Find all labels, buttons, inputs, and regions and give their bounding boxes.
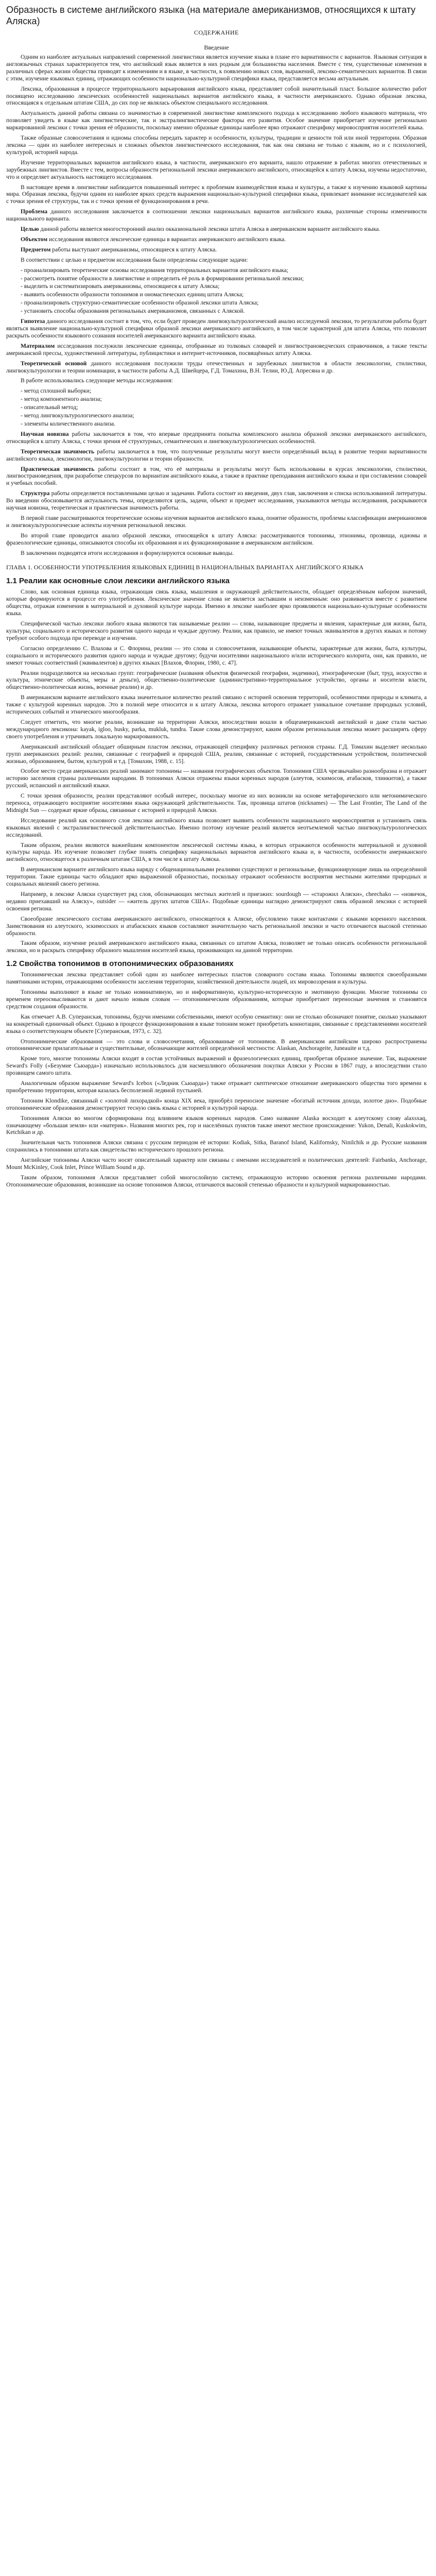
section-1-2-paragraph: Топоним Klondike, связанный с «золотой лихорадкой» конца XIX века, приобрёл переносное значение «богатый источник дохода, золотое дно». Подобные отопонимические образования демонстрируют тесную связь языка с историей и культурой народа. [6, 1097, 427, 1111]
structure-label: Структура [21, 490, 50, 497]
chapter1-paragraph: Таким образом, реалии являются важнейшим компонентом лексической системы языка, в которых отражаются особенности материальной и духовной культуры народа. Их изучение позволяет глубже понять специфику национальных вариантов английского языка и, в частности, особенности американского английского, относящегося к различным штатам США, в том числе к штату Аляска. [6, 841, 427, 863]
section-1-2-paragraph: Топонимы выполняют в языке не только номинативную, но и информативную, культурно-историческую и эмотивную функции. Многие топонимы со временем переосмысливаются и дают начало новым словам — отопонимическим образованиям, которые приобретают переносные значения и становятся средством создания образности. [6, 989, 427, 1010]
material-label: Материалом [21, 342, 55, 349]
subject-paragraph [6, 246, 427, 253]
problem-text: данного исследования заключается в соотношении лексики национальных вариантов английского языка, различные стороны изменчивости национального варианта. [6, 208, 427, 223]
structure-text: работы определяется поставленными целью и задачами. Работа состоит из введения, двух глав, заключения и списка использованной литературы. Во введении обосновывается актуальность темы, определяются цель, задачи, объект и предмет исследования, указываются методы исследования, раскрываются научная новизна, теоретическая и практическая значимость работы. [6, 490, 427, 512]
chapter1-paragraph: Особое место среди американских реалий занимают топонимы — названия географических объектов. Топонимия США чрезвычайно разнообразна и отражает историю заселения страны различными народами. В топонимах Аляски отражены языки коренных народов (алеутов, эскимосов, атабасков, тлинкитов), а также русский, испанский и английский языки. [6, 768, 427, 789]
intro-paragraph: Актуальность данной работы связана со значимостью в современной лингвистике комплексного подхода к исследованию любого языкового материала, что позволяет увидеть в языке как лингвистические, так и экстралингвистические факторы его развития. Особое значение приобретает изучение регионально маркированной лексики с точки зрения её образности, поскольку именно образные единицы наиболее ярко отражают специфику мировосприятия носителей языка. [6, 110, 427, 131]
chapter-description: В заключении подводятся итоги исследования и формулируются основные выводы. [21, 549, 234, 556]
chapter1-paragraph: Американский английский обладает обширным пластом лексики, отражающей специфику различных регионов страны. Г.Д. Томахин выделяет несколько групп американских реалий: реалии, связанные с географией и природой США, реалии, связанные с историей, государственным устройством, политической жизнью, образованием, бытом, культурой и т.д. [Томахин, 1988, с. 15]. [6, 743, 427, 765]
section-1-2-paragraph: Как отмечает А.В. Суперанская, топонимы, будучи именами собственными, имеют особую семантику: они не столько обозначают понятие, сколько указывают на конкретный единичный объект. Однако в процессе функционирования в языке топоним может приобретать коннотации, связанные с представлениями носителей языка о соответствующем объекте [Суперанская, 1973, с. 32]. [6, 1013, 427, 1035]
practical-value-label: Практическая значимость [21, 465, 95, 472]
section-1-2-paragraph: Топонимическая лексика представляет собой один из наиболее интересных пластов словарного состава языка. Топонимы являются своеобразными памятниками истории, отражающими особенности заселения территории, хозяйственной деятельности людей, их мировоззрения и культуры. [6, 971, 427, 986]
chapter1-paragraph: В американском варианте английского языка наряду с общенациональными реалиями существуют и региональные, функционирующие лишь на определённой территории. Такие единицы часто обладают ярко выраженной образностью, поскольку отражают особенности восприятия местными жителями природных и социальных явлений своего региона. [6, 866, 427, 888]
object-text: исследования являются лексические единицы в вариантах американского английского языка. [49, 235, 286, 243]
chapter1-paragraph: Согласно определению С. Влахова и С. Флорина, реалии — это слова и словосочетания, называющие объекты, характерные для жизни, быта, культуры, социального и исторического развития одного народа и чуждые другому; будучи носителями национального и/или исторического колорита, они, как правило, не имеют точных соответствий (эквивалентов) в других языках [Влахов, Флорин, 1980, с. 47]. [6, 645, 427, 666]
theoretical-value-paragraph [6, 448, 427, 463]
list-item: - рассмотреть понятие образности в лингвистике и определить её роль в формировании региональной лексики; [21, 275, 427, 282]
intro-paragraph: Одним из наиболее актуальных направлений современной лингвистики является изучение языка в плане его вариативности с вариантов. Языковая ситуация в англоязычных странах характеризуется тем, что английский язык является в них родным для большинства населения. Вместе с тем, существенные изменения в различных сферах жизни общества приводят к изменениям и в языке, в частности, к появлению новых слов, выражений, лексико-семантических вариантов. В связи с этим, изучение языковых единиц, отражающих особенности национально-культурной специфики языка, представляется весьма актуальным. [6, 54, 427, 82]
problem-label: Проблема [21, 208, 48, 215]
methods-list [6, 387, 427, 428]
list-item: - описательный метод; [21, 404, 427, 411]
section-1-2-paragraph: Значительная часть топонимов Аляски связана с русским периодом её истории: Kodiak, Sitka, Baranof Island, Kalifornsky, Ninilchik и др. Русские названия сохранились в топонимии штата как свидетельство исторического прошлого региона. [6, 1139, 427, 1154]
tasks-intro: В соответствии с целью и предметом исследования были определены следующие задачи: [21, 256, 248, 263]
material-text: исследования послужили лексические единицы, отобранные из толковых словарей и лингвострановедческих справочников, а также тексты американской прессы, художественной литературы, публицистики и интернет-источников, посвящённых штату Аляска. [6, 342, 427, 357]
hypothesis-label: Гипотеза [21, 318, 45, 325]
goal-text: данной работы является многосторонний анализ окказиональной лексики штата Аляска в американском варианте английского языка. [40, 226, 380, 233]
material-paragraph [6, 343, 427, 357]
list-item: - выявить особенности образности топонимов и ономастических единиц штата Аляска; [21, 291, 427, 298]
tasks-list [6, 267, 427, 315]
chapter1-paragraph: Следует отметить, что многие реалии, возникшие на территории Аляски, впоследствии вошли в общеамериканский английский и даже стали частью международного лексикона: kayak, igloo, husky, parka, mukluk, tundra. Такие слова демонстрируют, каким образом региональная лексика может расширять сферу своего употребления и утрачивать локальную маркированность. [6, 718, 427, 740]
section-1-2-paragraph: Кроме того, многие топонимы Аляски входят в состав устойчивых выражений и фразеологических единиц, приобретая образное значение. Так, выражение Seward's Folly («Безумие Сьюарда») изначально использовалось для насмешливого обозначения покупки Аляски у России в 1867 году, а впоследствии стало прозвищем самого штата. [6, 1055, 427, 1077]
goal-label: Целью [21, 226, 39, 233]
methods-intro: В работе использовались следующие методы исследования: [21, 377, 173, 384]
chapter-description: В первой главе рассматриваются теоретические основы изучения вариантов английского языка, понятие образности, проблемы классификации американизмов и лингвокультурологические аспекты изучения региональной лексики. [6, 514, 427, 529]
chapter1-paragraph: Своеобразие лексического состава американского английского, относящегося к Аляске, обусловлено также контактами с языками коренного населения. Заимствования из алеутского, эскимосских и атабаскских языков составляют значительную часть региональной лексики и часто отличаются высокой степенью образности. [6, 915, 427, 937]
section-1-2-paragraph: Отопонимические образования — это слова и словосочетания, образованные от топонимов. В американском английском широко распространены отопонимические прилагательные и существительные, обозначающие жителей определённой местности: Alaskan, Anchorageite, Juneauite и т.д. [6, 1038, 427, 1052]
section-1-2-paragraph: Таким образом, топонимия Аляски представляет собой многослойную систему, отражающую историю освоения региона различными народами. Отопонимические образования, возникшие на основе топонимов Аляски, отличаются высокой степенью образности и культурной маркированностью. [6, 1174, 427, 1188]
chapter-description: Во второй главе проводится анализ образной лексики, относящейся к штату Аляска: рассматриваются топонимы, этнонимы, прозвища, идиомы и фразеологические единицы, описываются способы их образования и их функционирование в американском английском. [6, 532, 427, 546]
body-paragraph: Изучение территориальных вариантов английского языка, в частности, американского его варианта, нашло отражение в работах многих отечественных и зарубежных лингвистов. Вместе с тем, вопросы образности региональной лексики американского английского, относящейся к штату Аляска, изучены недостаточно, что и определяет актуальность настоящего исследования. [6, 159, 427, 180]
subject-label: Предметом [21, 246, 51, 253]
list-item: - проанализировать теоретические основы исследования территориальных вариантов английского языка; [21, 267, 427, 274]
novelty-text: работы заключается в том, что впервые предпринята попытка комплексного анализа образной лексики американского английского, относящейся к штату Аляска, с точки зрения её структурных, семантических и лингвокультурологических особенностей. [6, 430, 427, 445]
theoretical-value-text: работы заключается в том, что полученные результаты могут внести определённый вклад в развитие теории вариативности английского языка, лексикологии, лингвокультурологии и теории образности. [6, 448, 427, 462]
subject-text: работы выступают американизмы, относящиеся к штату Аляска. [52, 246, 217, 253]
chapter1-paragraph: С точки зрения образности, реалии представляют особый интерес, поскольку многие из них возникли на основе метафорического или метонимического переноса, отражающего восприятие носителями языка окружающей действительности. Так, прозвища штатов (nicknames) — The Last Frontier, The Land of the Midnight Sun — содержат яркие образы, связанные с историей и природой Аляски. [6, 792, 427, 814]
intro-paragraph: Также образные словосочетания и идиомы способны передать характер и особенности, культуры, традиции и ценности той или иной территории. Образная лексика — один из наиболее интересных и сложных объектов лингвистического исследования, так как она связана не только с языком, но и с психологией, культурой, историей народа. [6, 134, 427, 156]
practical-value-paragraph [6, 466, 427, 487]
list-item: - элементы количественного анализа. [21, 420, 427, 428]
document-page [0, 0, 436, 1202]
chapter1-paragraph: Специфической частью лексики любого языка являются так называемые реалии — слова, называющие предметы и явления, характерные для жизни, быта, культуры, социального и исторического развития одного народа и чуждые другому. Реалии, как правило, не имеют точных эквивалентов в других языках и потому требуют особого подхода при переводе и изучении. [6, 620, 427, 641]
section-1-2-paragraph: Аналогичным образом выражение Seward's Icebox («Ледник Сьюарда») также отражает скептическое отношение американского общества того времени к приобретению территории, которая казалась бесполезной ледяной пустыней. [6, 1080, 427, 1094]
toc-label: СОДЕРЖАНИЕ [194, 29, 239, 36]
chapter-1-title: ГЛАВА 1. ОСОБЕННОСТИ УПОТРЕБЛЕНИЯ ЯЗЫКОВЫХ ЕДИНИЦ В НАЦИОНАЛЬНЫХ ВАРИАНТАХ АНГЛИЙСКОГО ЯЗЫКА [6, 564, 364, 571]
novelty-paragraph [6, 431, 427, 445]
novelty-label: Научная новизна [21, 430, 69, 437]
object-label: Объектом [21, 235, 48, 243]
theory-paragraph [6, 360, 427, 375]
section-1-2-heading: 1.2 Свойства топонимов в отопонимических образованиях [6, 959, 234, 969]
hypothesis-paragraph [6, 318, 427, 340]
theoretical-value-label: Теоретическая значимость [21, 448, 95, 455]
list-item: - метод сплошной выборки; [21, 387, 427, 395]
theory-text: данного исследования послужили труды отечественных и зарубежных лингвистов в области лексикологии, стилистики, лингвокультурологии и теории номинации, в частности работы А.Д. Швейцера, Г.Д. Томахина, В.Н. Телии, Ю.Д. Апресяна и др. [6, 360, 427, 374]
list-item: - метод компонентного анализа; [21, 396, 427, 403]
body-paragraph: В настоящее время в лингвистике наблюдается повышенный интерес к проблемам взаимодействия языка и культуры, а также к изучению языковой картины мира. Образная лексика, будучи одним из наиболее ярких средств выражения национально-культурной специфики языка, привлекает внимание исследователей как с точки зрения её структуры, так и с точки зрения её функционирования в речи. [6, 183, 427, 205]
practical-value-text: работы состоит в том, что её материалы и результаты могут быть использованы в курсах лексикологии, стилистики, лингвострановедения, при разработке спецкурсов по вариантам английского языка, а также в практике преподавания английского языка и при составлении словарей и учебных пособий. [6, 465, 427, 487]
list-item: - проанализировать структурно-семантические особенности образной лексики штата Аляска; [21, 299, 427, 307]
chapter1-paragraph: Слово, как основная единица языка, отражающая связь языка, мышления и окружающей действительности, обладает определённым набором значений, которые формируются в процессе его употребления. Лексическое значение слова не является застывшим и неизменным: оно развивается вместе с развитием общества, отражая изменения в материальной и духовной культуре народа. Именно в лексике наиболее ярко проявляются национально-культурные особенности языка. [6, 588, 427, 617]
goal-paragraph [6, 226, 427, 233]
list-item: - выделить и систематизировать американизмы, относящиеся к штату Аляска; [21, 283, 427, 290]
hypothesis-text: данного исследования состоит в том, что, если будет проведен лингвокультурологический анализ исследуемой лексики, то результатом работы будет являться выявление национально-культурной специфики образной лексики американского английского, в том числе характерной для штата Аляска, что позволит раскрыть особенности языкового сознания носителей американского варианта английского языка. [6, 318, 427, 339]
structure-paragraph [6, 490, 427, 512]
chapter1-paragraph: Таким образом, изучение реалий американского английского языка, связанных со штатом Аляска, позволяет не только описать особенности региональной лексики, но и раскрыть специфику образного мышления носителей языка, проживающих на данной территории. [6, 940, 427, 954]
intro-paragraph: Лексика, образованная в процессе территориального варьирования английского языка, представляет собой значительный пласт. Большое количество работ посвящено исследованию лексических особенностей национальных вариантов английского языка, в частности американского. Однако образная лексика, относящаяся к отдельным штатам США, до сих пор не являлась объектом специального исследования. [6, 85, 427, 107]
chapter1-paragraph: Исследование реалий как основного слоя лексики английского языка позволяет выявить особенности национального мировосприятия и установить связь языковых явлений с экстралингвистической действительностью. Именно поэтому изучение реалий является неотъемлемой частью лингвокультурологических исследований. [6, 817, 427, 838]
problem-paragraph [6, 208, 427, 223]
intro-heading: Введение [204, 44, 229, 51]
chapter1-paragraph: В американском варианте английского языка значительное количество реалий связано с историей освоения территорий, особенностями природы и климата, а также с культурой коренных народов. Это в полной мере относится и к штату Аляска, лексика которого отражает уникальное сочетание природных условий, исторических событий и этнического многообразия. [6, 694, 427, 716]
document-title: Образность в системе английского языка (на материале американизмов, относящихся к штату Аляска) [6, 5, 416, 26]
list-item: - метод лингвокультурологического анализа; [21, 412, 427, 419]
section-1-2-paragraph: Топонимия Аляски во многом сформирована под влиянием языков коренных народов. Само название Alaska восходит к алеутскому слову alaxsxaq, означающему «большая земля» или «материк». Названия многих рек, гор и населённых пунктов также имеют местное происхождение: Yukon, Denali, Kuskokwim, Ketchikan и др. [6, 1114, 427, 1136]
chapter1-paragraph: Например, в лексике Аляски существует ряд слов, обозначающих местных жителей и приезжих: sourdough — «старожил Аляски», cheechako — «новичок, недавно приехавший на Аляску», outsider — «житель других штатов США». Подобные единицы наглядно демонстрируют связь образной лексики с историей освоения региона. [6, 891, 427, 912]
section-1-2-paragraph: Английские топонимы Аляски часто носят описательный характер или связаны с именами исследователей и политических деятелей: Fairbanks, Anchorage, Mount McKinley, Cook Inlet, Prince William Sound и др. [6, 1157, 427, 1171]
chapter1-paragraph: Реалии подразделяются на несколько групп: географические (названия объектов физической географии, эндемики), этнографические (быт, труд, искусство и культура, этнические объекты, меры и деньги), общественно-политические (административно-территориальное устройство, органы и носители власти, общественно-политическая жизнь, военные реалии) и др. [6, 669, 427, 691]
list-item: - установить способы образования региональных американизмов, связанных с Аляской. [21, 308, 427, 315]
theory-label: Теоретической основой [21, 360, 87, 367]
section-1-1-heading: 1.1 Реалии как основные слои лексики английского языка [6, 577, 230, 586]
object-paragraph [6, 236, 427, 243]
